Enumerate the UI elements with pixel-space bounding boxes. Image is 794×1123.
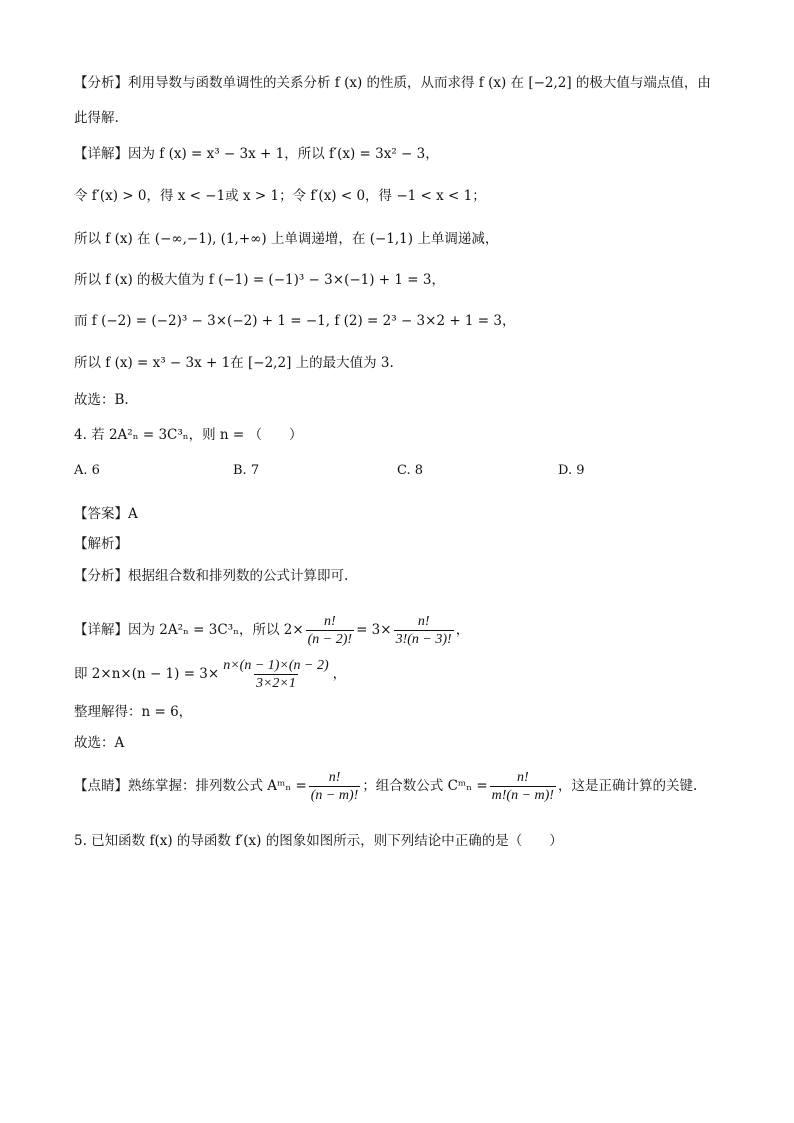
detail-q4-line2-suffix: ， [332,666,347,682]
fraction-5-denominator: m!(n − m)! [491,788,554,803]
question-4-option-c: C. 8 [397,463,424,478]
detail-q3-line2: 令 f′(x) > 0，得 x < −1或 x > 1；令 f′(x) < 0，得 −1 < x < 1； [74,188,486,204]
fraction-1-numerator: n! [324,614,336,629]
fraction-1 [306,613,354,648]
detail-q4-line2 [74,656,346,692]
analysis-q3-line1: 【分析】利用导数与函数单调性的关系分析 f (x) 的性质，从而求得 f (x) 在 [−2,2] 的极大值与端点值，由 [74,75,711,91]
question-5-stem: 5. 已知函数 f(x) 的导函数 f′(x) 的图象如图所示，则下列结论中正确的是（ ） [74,833,563,849]
detail-q4-line4: 故选：A [74,735,125,751]
comment-q4-mid: ；组合数公式 Cᵐₙ = [362,778,488,794]
fraction-3-denominator: 3×2×1 [255,676,296,691]
fraction-5 [490,769,556,804]
question-4-option-d: D. 9 [558,463,585,478]
detail-q3-line1: 【详解】因为 f (x) = x³ − 3x + 1，所以 f′(x) = 3x² − 3， [74,146,439,162]
fraction-4-numerator: n! [328,770,341,785]
detail-q4-mid: = 3× [356,622,392,638]
detail-q4-prefix: 【详解】因为 2A²ₙ = 3C³ₙ，所以 2× [74,622,304,638]
detail-q3-line3: 所以 f (x) 在 (−∞,−1), (1,+∞) 上单调递增，在 (−1,1) 上单调递减， [74,231,499,247]
fraction-2-numerator: n! [417,614,430,629]
detail-q4-line1 [74,612,469,648]
detail-q3-line4: 所以 f (x) 的极大值为 f (−1) = (−1)³ − 3×(−1) + 1 = 3， [74,272,445,288]
question-4-option-b: B. 7 [233,463,260,478]
detail-q4-line2-prefix: 即 2×n×(n − 1) = 3× [74,666,220,682]
fraction-3 [221,657,330,692]
answer-q4: 【答案】A [74,506,138,522]
analysis-q3-line2: 此得解. [74,110,119,126]
fraction-4-denominator: (n − m)! [310,788,359,803]
choice-q3: 故选：B. [74,392,129,408]
question-4-option-a: A. 6 [74,463,100,478]
fraction-5-numerator: n! [516,770,529,785]
fraction-1-denominator: (n − 2)! [307,632,353,647]
fraction-2 [394,613,454,648]
comment-q4-suffix: ，这是正确计算的关键. [557,778,698,794]
comment-q4 [74,768,697,804]
fraction-3-numerator: n×(n − 1)×(n − 2) [223,658,329,673]
detail-q3-line5: 而 f (−2) = (−2)³ − 3×(−2) + 1 = −1, f (2) = 2³ − 3×2 + 1 = 3， [74,313,516,329]
analysis-q4: 【分析】根据组合数和排列数的公式计算即可. [74,568,349,584]
fraction-4 [309,769,361,804]
detail-q4-suffix: ， [455,622,470,638]
jiexi-q4: 【解析】 [74,536,128,552]
question-4-stem: 4. 若 2A²ₙ = 3C³ₙ，则 n = （ ） [74,427,303,443]
detail-q3-line6: 所以 f (x) = x³ − 3x + 1在 [−2,2] 上的最大值为 3. [74,355,394,371]
comment-q4-prefix: 【点睛】熟练掌握：排列数公式 Aᵐₙ = [74,778,307,794]
fraction-2-denominator: 3!(n − 3)! [395,632,452,647]
detail-q4-line3: 整理解得：n = 6， [74,704,193,720]
